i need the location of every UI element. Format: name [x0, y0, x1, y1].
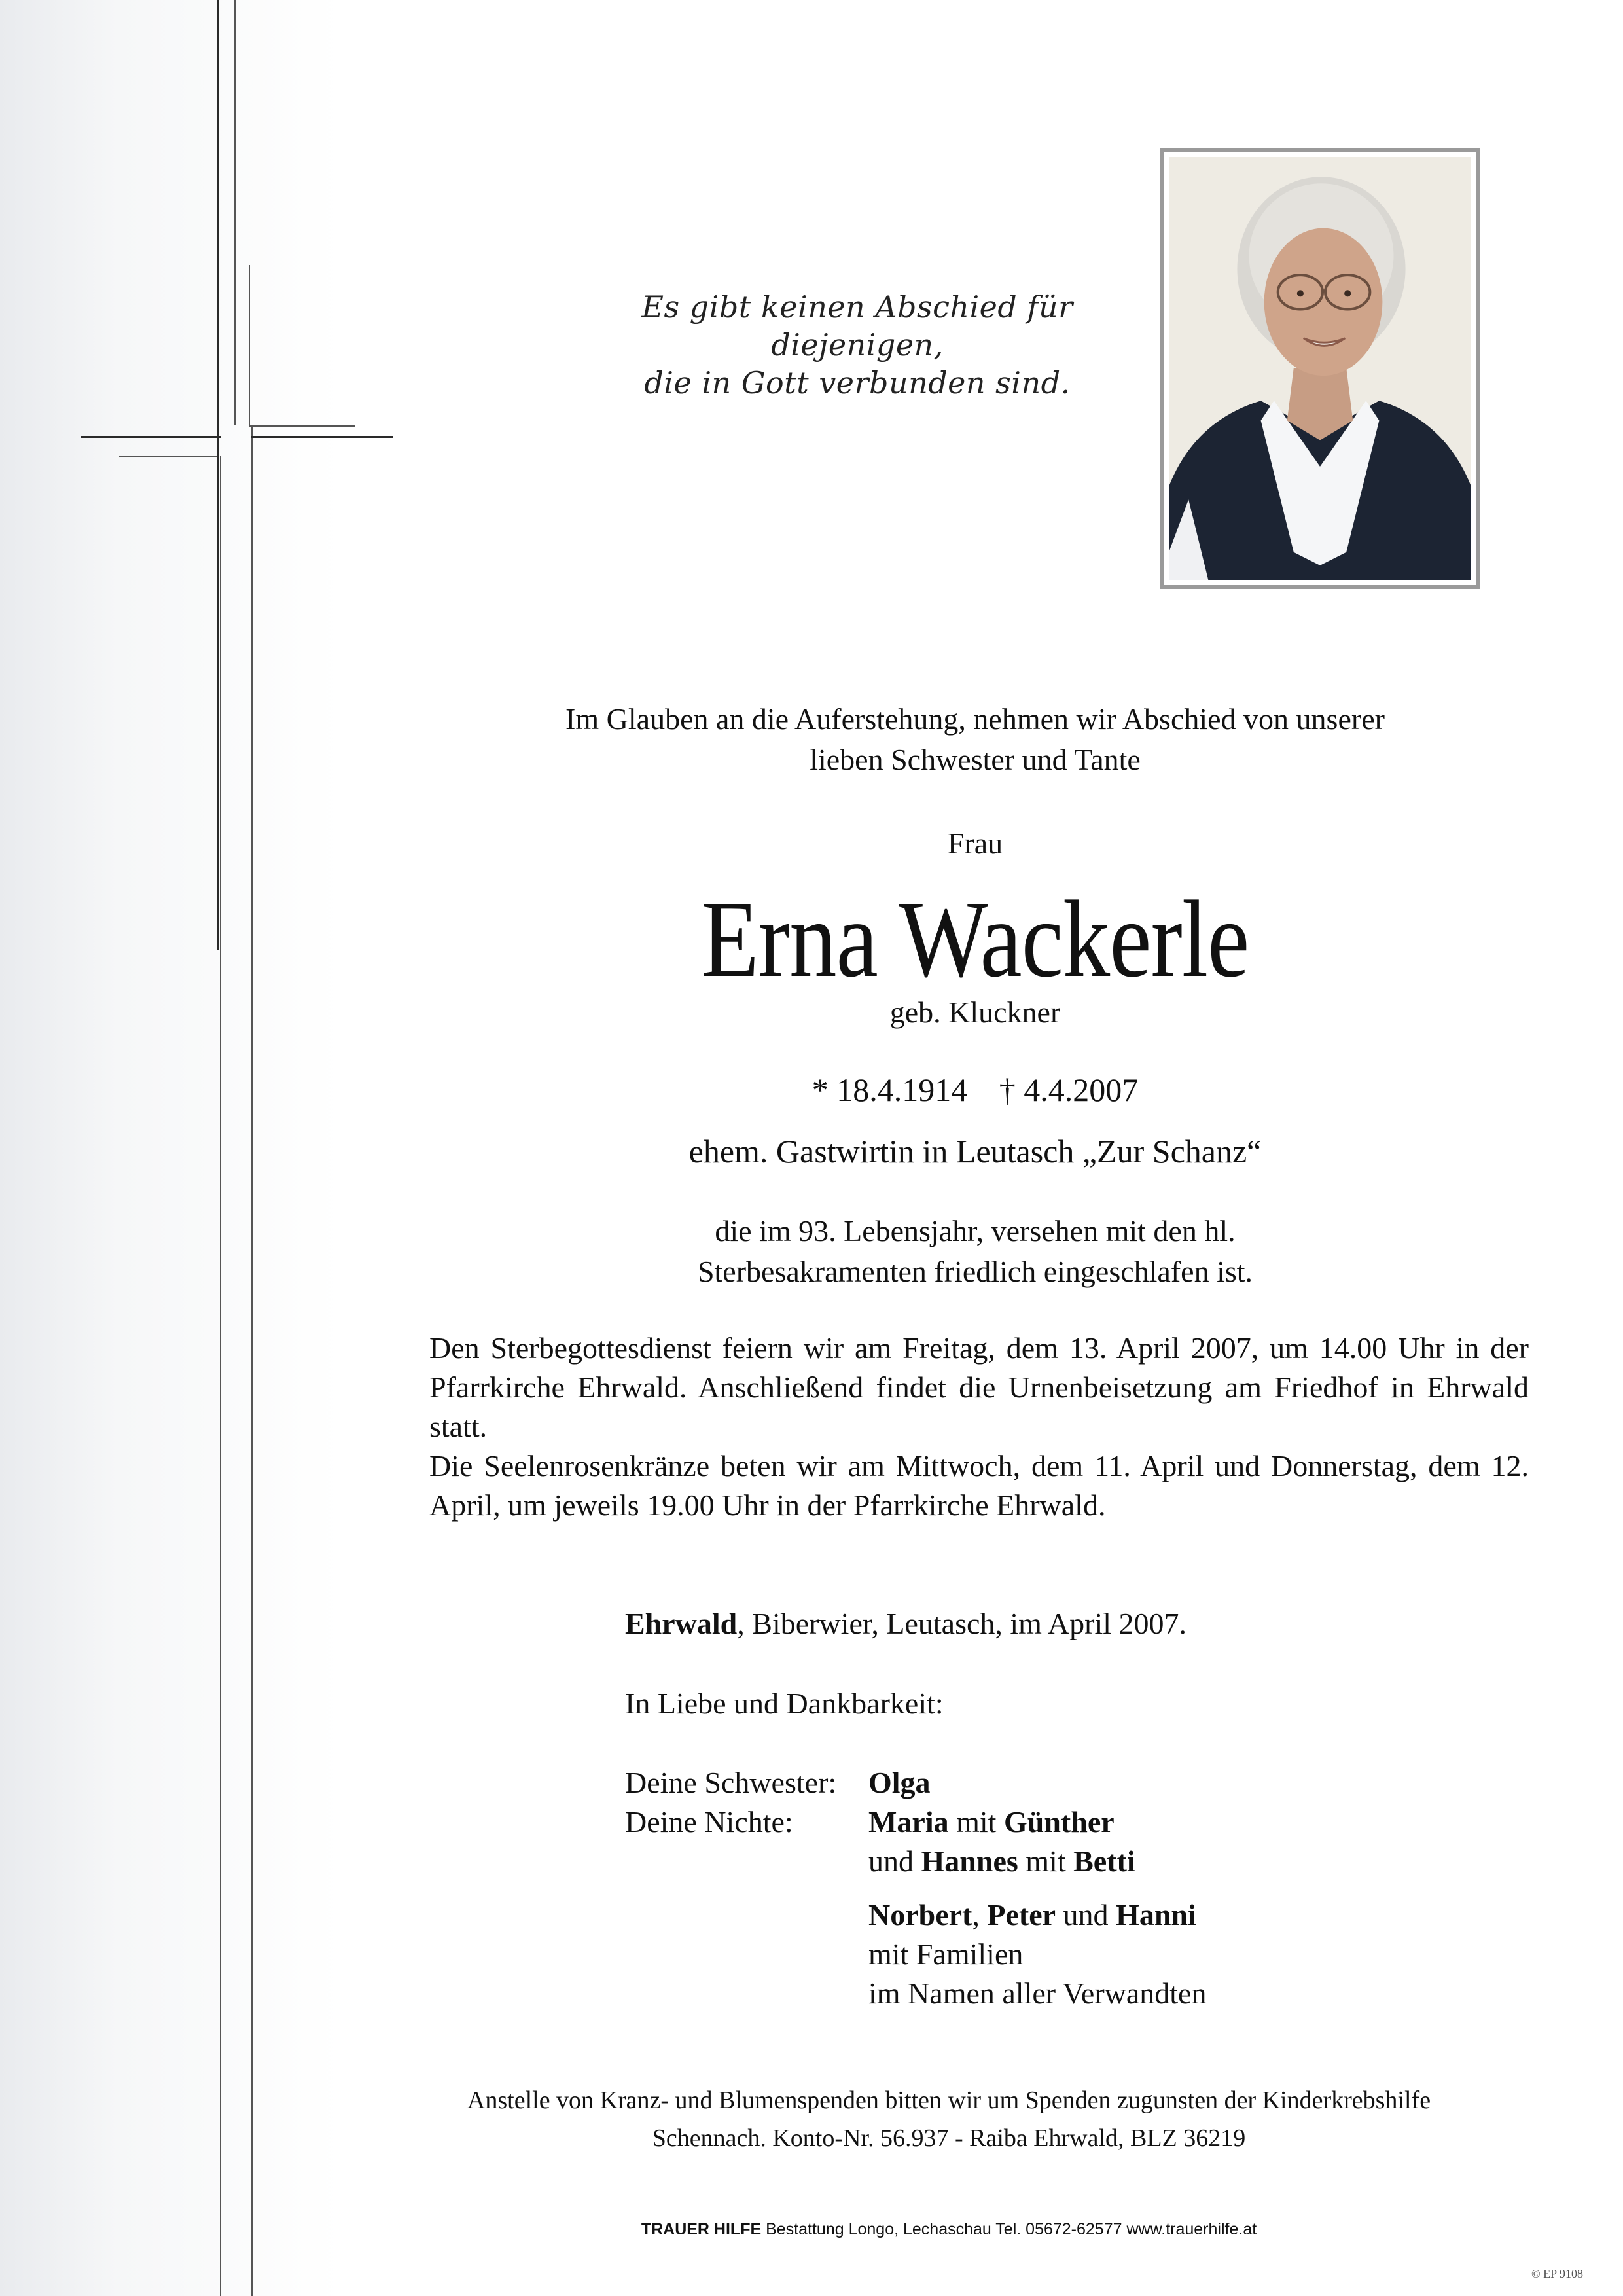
death-text-line-2: Sterbesakramenten friedlich eingeschlafen ist. — [697, 1255, 1253, 1288]
relative-hanni: Hanni — [1116, 1898, 1196, 1931]
niece-1-partner: Günther — [1003, 1805, 1115, 1839]
families-line: mit Familien — [868, 1937, 1024, 1971]
print-code: © EP 9108 — [1531, 2267, 1584, 2280]
relative-norbert: Norbert — [868, 1898, 972, 1931]
quote-line-2: diejenigen, — [771, 327, 944, 363]
donation-note — [366, 2081, 1531, 2157]
donation-line-1: Anstelle von Kranz- und Blumenspenden bitten wir um Spenden zugunsten der Kinderkrebshilfe — [467, 2087, 1431, 2114]
deceased-name: Erna Wackerle — [701, 878, 1249, 1000]
love-line: In Liebe und Dankbarkeit: — [625, 1687, 944, 1720]
service-info — [429, 1329, 1529, 1525]
memorial-quote — [589, 288, 1126, 402]
connector-text: und — [1056, 1898, 1116, 1931]
relative-peter: Peter — [987, 1898, 1056, 1931]
sister-label: Deine Schwester: — [625, 1766, 837, 1799]
portrait-photo — [1169, 157, 1471, 580]
footer-brand: TRAUER HILFE — [641, 2220, 762, 2238]
connector-text: mit — [1018, 1844, 1074, 1878]
place-and-date — [625, 1606, 1186, 1641]
niece-label: Deine Nichte: — [625, 1805, 793, 1839]
connector-text: und — [868, 1844, 921, 1878]
death-text-line-1: die im 93. Lebensjahr, versehen mit den hl. — [715, 1214, 1236, 1247]
connector-text: , — [972, 1898, 988, 1931]
niece-1: Maria — [868, 1805, 949, 1839]
footer — [432, 2220, 1466, 2239]
niece-2-partner: Betti — [1073, 1844, 1135, 1878]
occupation: ehem. Gastwirtin in Leutasch „Zur Schanz“ — [688, 1133, 1262, 1170]
salutation: Frau — [947, 827, 1003, 860]
death-date: † 4.4.2007 — [999, 1071, 1139, 1108]
quote-line-1: Es gibt keinen Abschied für — [641, 289, 1073, 325]
place-rest: , Biberwier, Leutasch, im April 2007. — [737, 1607, 1187, 1640]
relatives-line: im Namen aller Verwandten — [868, 1977, 1207, 2010]
quote-line-3: die in Gott verbunden sind. — [644, 365, 1071, 401]
sister-name: Olga — [868, 1766, 931, 1799]
birth-date: * 18.4.1914 — [812, 1071, 968, 1108]
footer-text: Bestattung Longo, Lechaschau Tel. 05672-62577 www.trauerhilfe.at — [761, 2220, 1257, 2238]
life-dates — [458, 1071, 1492, 1109]
portrait-frame — [1160, 148, 1480, 589]
portrait-illustration — [1169, 157, 1471, 580]
intro-text — [458, 699, 1492, 780]
birth-name: geb. Kluckner — [889, 996, 1061, 1029]
service-paragraph-2: Die Seelenrosenkränze beten wir am Mittwoch, dem 11. April und Donnerstag, dem 12. April, um jeweils 19.00 Uhr in der Pfarrkirche Ehrwald. — [429, 1449, 1529, 1522]
donation-line-2: Schennach. Konto-Nr. 56.937 - Raiba Ehrwald, BLZ 36219 — [652, 2125, 1246, 2152]
connector-text: mit — [948, 1805, 1004, 1839]
place-bold: Ehrwald — [625, 1607, 738, 1640]
family-list — [625, 1763, 1206, 2013]
intro-line-1: Im Glauben an die Auferstehung, nehmen wir Abschied von unserer — [565, 702, 1385, 736]
niece-2: Hannes — [921, 1844, 1018, 1878]
intro-line-2: lieben Schwester und Tante — [810, 743, 1141, 776]
service-paragraph-1: Den Sterbegottesdienst feiern wir am Freitag, dem 13. April 2007, um 14.00 Uhr in der Pfarrkirche Ehrwald. Anschließend findet die Urnenbeisetzung am Friedhof in Ehrwald statt. — [429, 1331, 1529, 1443]
death-text — [458, 1211, 1492, 1292]
